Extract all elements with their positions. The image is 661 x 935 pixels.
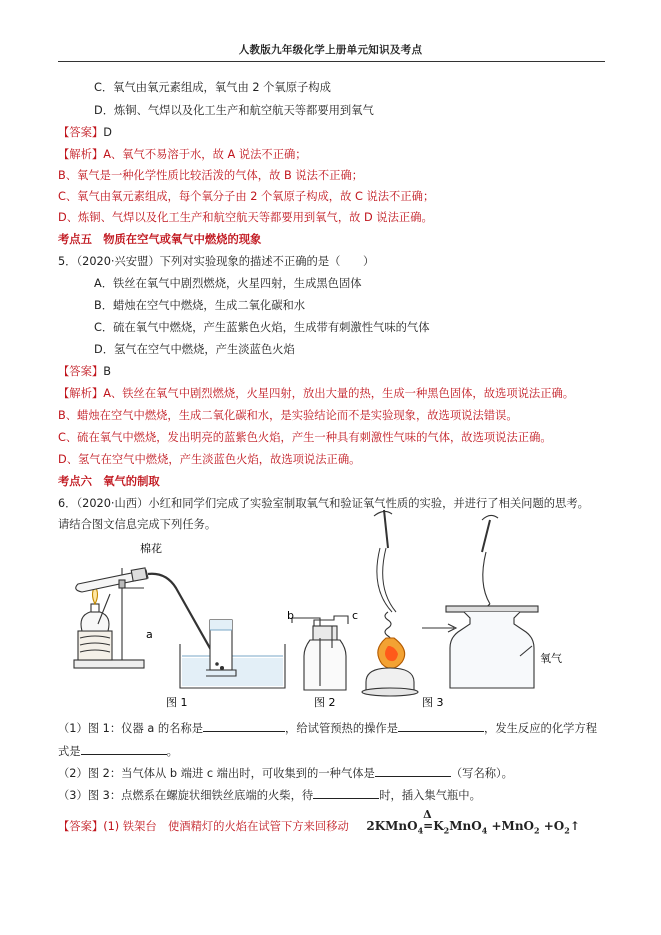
analysis-label: 【解析】 <box>58 387 104 400</box>
q6-stem-line1: 6．（2020·山西）小红和同学们完成了实验室制取氧气和验证氧气性质的实验，并进行了相关问题的思考。 <box>58 497 589 510</box>
iron-combustion-apparatus <box>362 510 538 696</box>
blank-preheat <box>398 720 484 732</box>
label-b: b <box>287 609 294 622</box>
blank-timing <box>313 787 379 799</box>
formula-sub: 4 <box>417 825 424 836</box>
label-a: a <box>146 628 153 641</box>
q4-analysis-a <box>58 147 307 163</box>
q4-option-c: C．氧气由氧元素组成，氧气由 2 个氧原子构成 <box>94 81 331 94</box>
q6-figure <box>70 508 600 713</box>
formula-part: K <box>433 819 444 833</box>
answer-value: D <box>103 126 112 139</box>
q4-analysis-c: C、氧气由氧元素组成，每个氧分子由 2 个氧原子构成，故 C 说法不正确； <box>58 190 435 203</box>
header-divider <box>58 61 605 62</box>
chemical-equation <box>366 808 580 836</box>
caption-fig2: 图 2 <box>314 696 336 709</box>
gas-bottle-apparatus <box>292 616 348 690</box>
label-oxygen: 氧气 <box>540 652 562 665</box>
formula-part: 2KMnO <box>366 819 418 833</box>
part1-text-d: 式是 <box>58 745 81 758</box>
q5-analysis-b: B、蜡烛在空气中燃烧，生成二氧化碳和水，是实验结论而不是实验现象，故选项说法错误。 <box>58 409 518 422</box>
q5-option-c: C．硫在氧气中燃烧，产生蓝紫色火焰，生成带有刺激性气味的气体 <box>94 321 430 334</box>
iron-stand-apparatus <box>74 568 285 688</box>
q6-stem-line2: 请结合图文信息完成下列任务。 <box>58 518 217 531</box>
blank-equation <box>81 743 167 755</box>
analysis-text: A、铁丝在氧气中剧烈燃烧，火星四射，放出大量的热，生成一种黑色固体，故选项说法正确。 <box>103 387 575 400</box>
q5-analysis-c: C、硫在氧气中燃烧，发出明亮的蓝紫色火焰，产生一种具有刺激性气味的气体，故选项说法正确。 <box>58 431 552 444</box>
formula-sub: 2 <box>564 825 570 836</box>
answer-label: 【答案】 <box>58 365 104 378</box>
part1-text-b: ，给试管预热的操作是 <box>285 722 399 735</box>
answer-value: B <box>103 365 111 378</box>
blank-instrument-a <box>203 720 285 732</box>
equals-sign: = <box>423 819 434 833</box>
gas-arrow-icon: ↑ <box>569 819 580 833</box>
formula-sub: 4 <box>481 825 488 836</box>
q6-answer <box>58 808 580 838</box>
section5-title: 考点五 物质在空气或氧气中燃烧的现象 <box>58 233 262 246</box>
heat-symbol: Δ <box>423 808 432 821</box>
q4-option-d: D．炼铜、气焊以及化工生产和航空航天等都要用到氧气 <box>94 104 374 117</box>
blank-gas-name <box>375 765 451 777</box>
analysis-label: 【解析】 <box>58 148 104 161</box>
q5-stem: 5．（2020·兴安盟）下列对实验现象的描述不正确的是（ ） <box>58 255 375 268</box>
q5-option-b: B．蜡烛在空气中燃烧，生成二氧化碳和水 <box>94 299 306 312</box>
formula-part: +O <box>539 819 565 833</box>
caption-fig3: 图 3 <box>422 696 444 709</box>
formula-sub: 2 <box>534 825 540 836</box>
part2-text-b: （写名称）。 <box>450 767 513 780</box>
section6-title: 考点六 氧气的制取 <box>58 475 160 488</box>
answer-label: 【答案】 <box>58 126 104 139</box>
q6-part1-line1 <box>58 720 597 737</box>
q4-analysis-b: B、氧气是一种化学性质比较活泼的气体，故 B 说法不正确； <box>58 169 364 182</box>
part1-text-a: （1）图 1：仪器 a 的名称是 <box>58 722 204 735</box>
q5-analysis-a <box>58 386 574 402</box>
answer-label: 【答案】 <box>58 820 104 833</box>
formula-sub: 2 <box>443 825 450 836</box>
formula-part: MnO <box>449 819 482 833</box>
experiment-illustration <box>70 508 600 713</box>
page-header: 人教版九年级化学上册单元知识及考点 <box>238 44 423 56</box>
part2-text-a: （2）图 2：当气体从 b 端进 c 端出时，可收集到的一种气体是 <box>58 767 375 780</box>
caption-fig1: 图 1 <box>166 696 188 709</box>
q5-option-d: D．氢气在空气中燃烧，产生淡蓝色火焰 <box>94 343 295 356</box>
reaction-condition <box>423 808 434 834</box>
part1-text-e: 。 <box>166 745 178 758</box>
q4-analysis-d: D、炼铜、气焊以及化工生产和航空航天等都要用到氧气，故 D 说法正确。 <box>58 211 433 224</box>
analysis-text: A、氧气不易溶于水，故 A 说法不正确； <box>103 148 307 161</box>
answer-text: (1) 铁架台 使酒精灯的火焰在试管下方来回移动 <box>103 820 349 833</box>
q6-part3 <box>58 787 481 804</box>
label-cotton: 棉花 <box>140 542 162 555</box>
part3-text-a: （3）图 3：点燃系在螺旋状细铁丝底端的火柴，待 <box>58 789 314 802</box>
formula-part: +MnO <box>487 819 534 833</box>
q5-answer <box>58 364 111 380</box>
part1-text-c: ，发生反应的化学方程 <box>484 722 598 735</box>
q5-analysis-d: D、氢气在空气中燃烧，产生淡蓝色火焰，故选项说法正确。 <box>58 453 361 466</box>
label-c: c <box>352 609 359 622</box>
q6-part2 <box>58 765 513 782</box>
part3-text-b: 时，插入集气瓶中。 <box>379 789 481 802</box>
q6-part1-line2 <box>58 743 178 760</box>
q4-answer <box>58 125 112 141</box>
q5-option-a: A．铁丝在氧气中剧烈燃烧，火星四射，生成黑色固体 <box>94 277 362 290</box>
